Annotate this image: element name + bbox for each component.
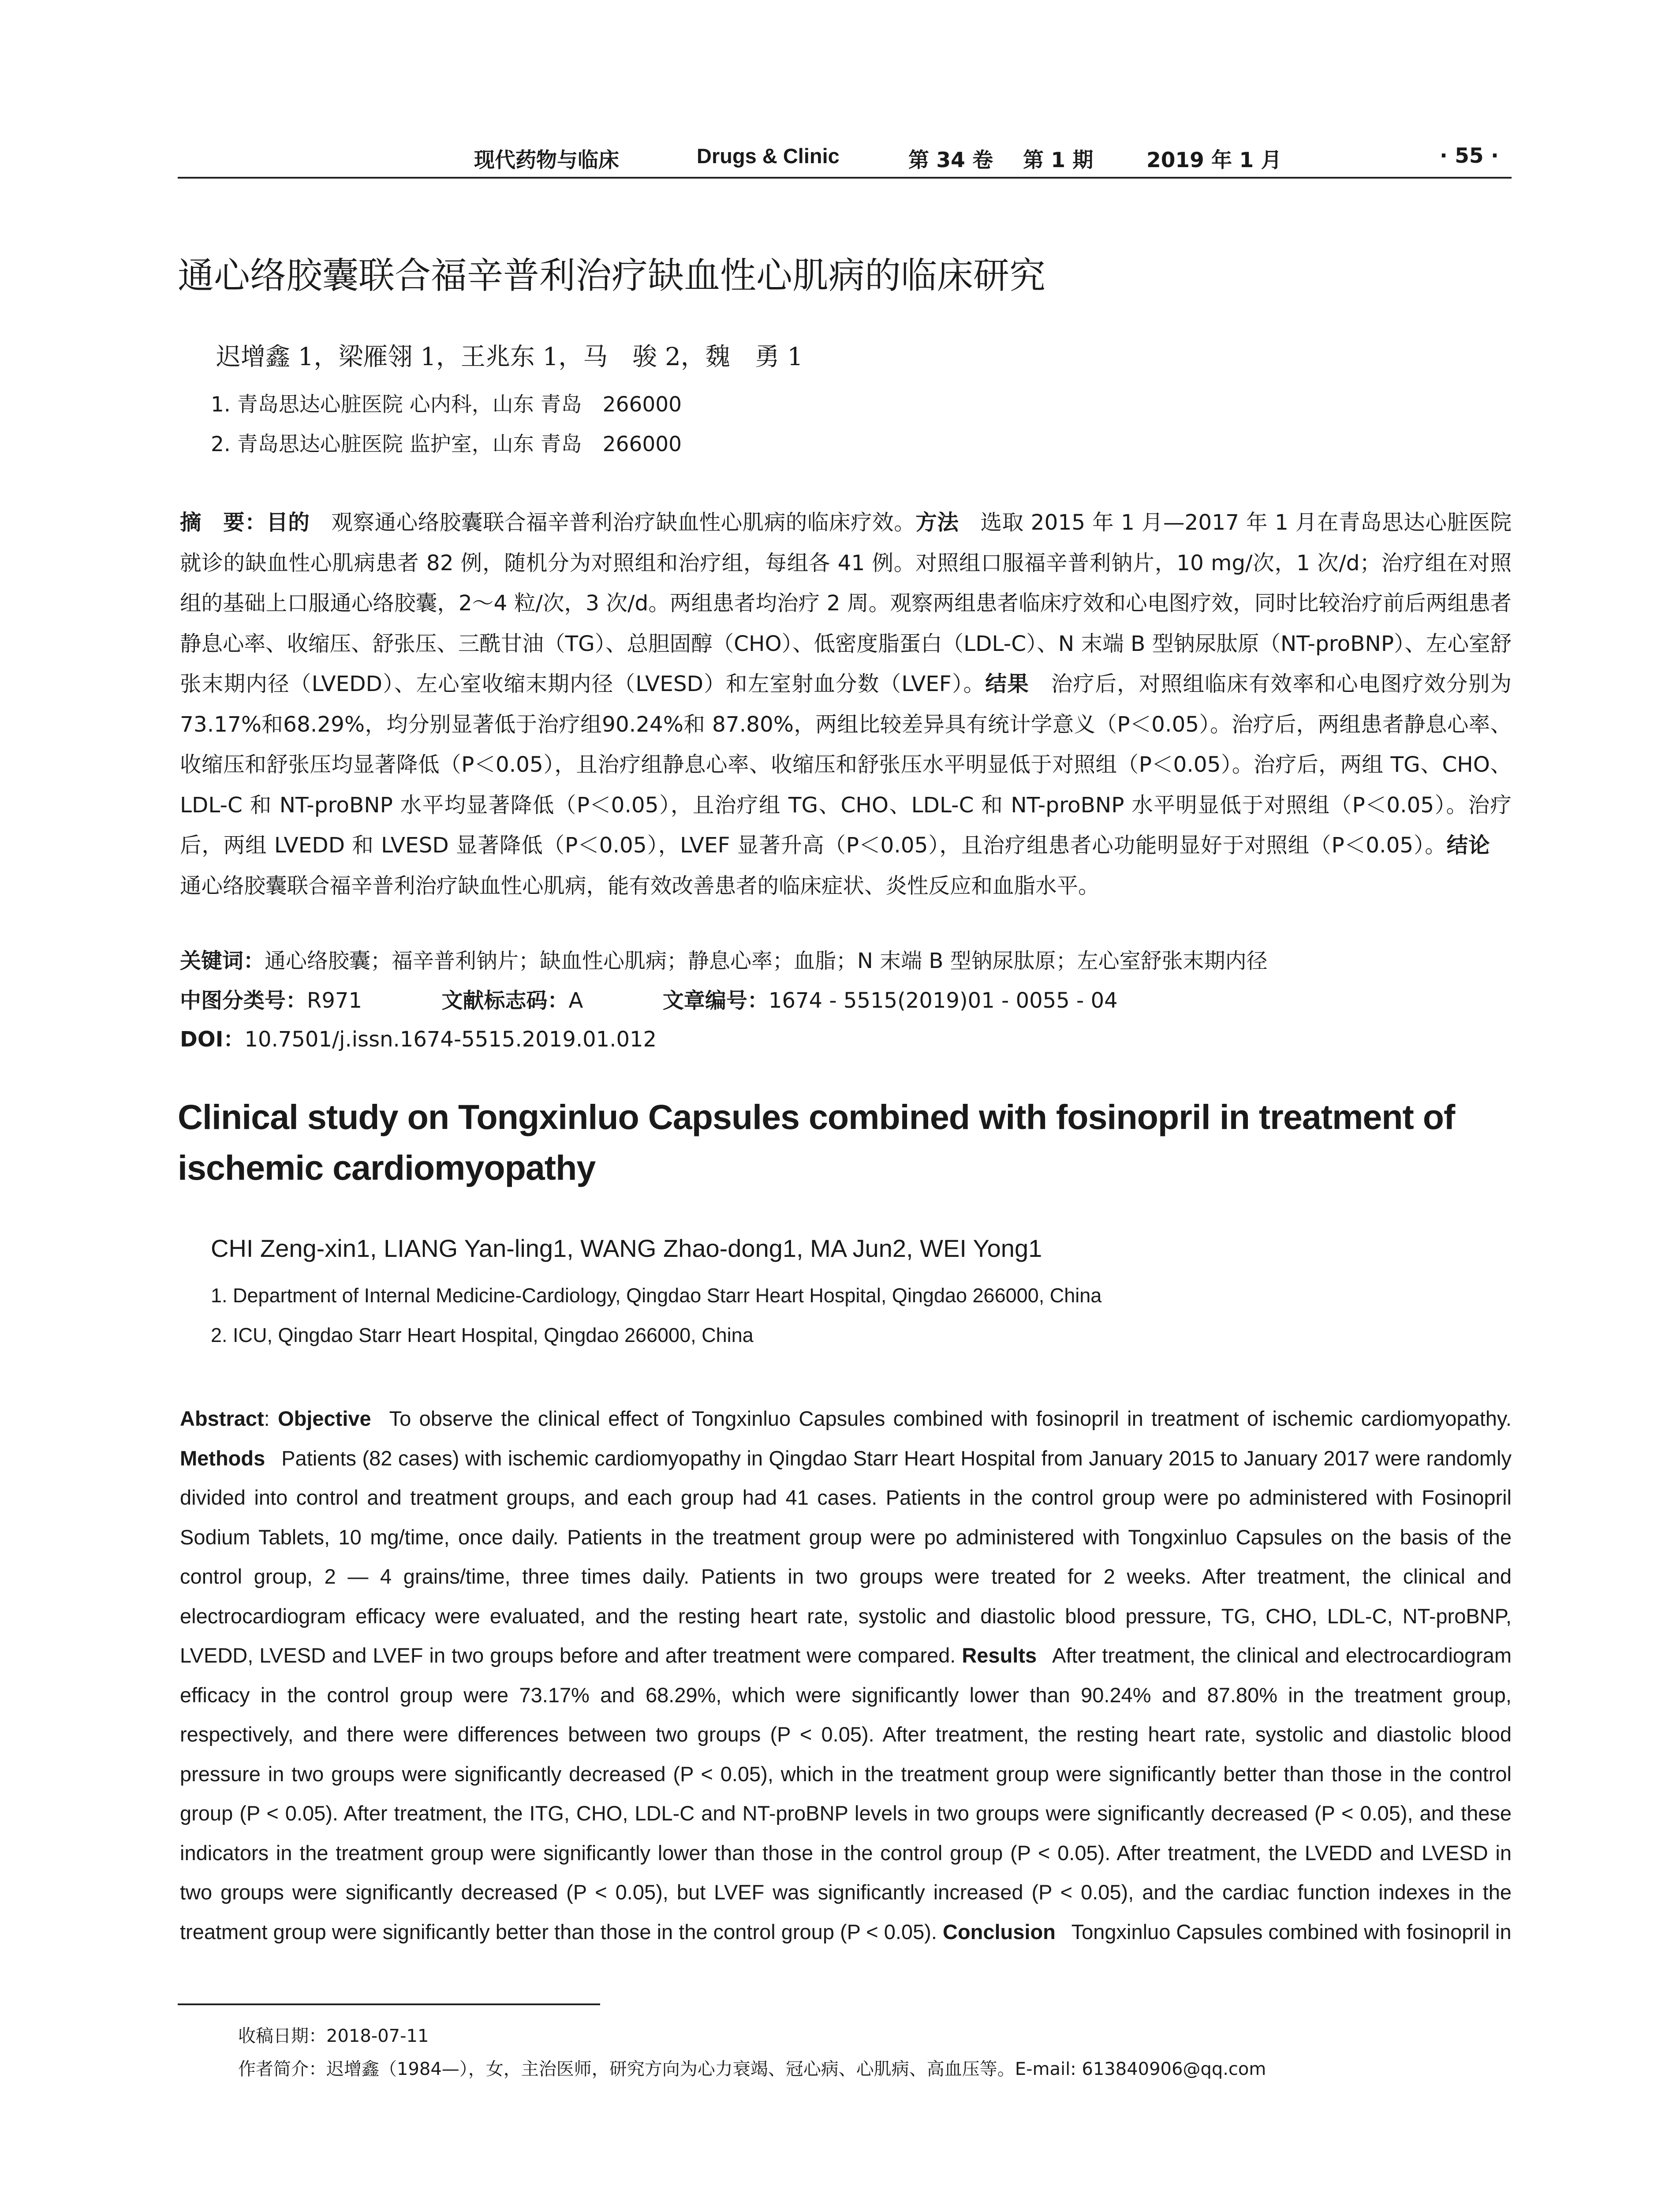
doc-code-value: A	[568, 988, 583, 1013]
results-cn: 治疗后，对照组临床有效率和心电图疗效分别为73.17%和68.29%，均分别显著低于治疗组90.24%和 87.80%，两组比较差异具有统计学意义（P＜0.05）。治疗后，两组患者静息心率、收缩压和舒张压均显著降低（P＜0.05），且治疗组静息心率、收缩压和舒张压水平明显低于对照组（P＜0.05）。治疗后，两组 TG、CHO、LDL-C 和 NT-proBNP 水平均显著降低（P＜0.05），且治疗组 TG、CHO、LDL-C 和 NT-proBNP 水平明显低于对照组（P＜0.05）。治疗后，两组 LVEDD 和 LVESD 显著降低（P＜0.05），LVEF 显著升高（P＜0.05），且治疗组患者心功能明显好于对照组（P＜0.05）。	[180, 672, 1512, 858]
keywords-label-cn: 关键词：	[180, 949, 265, 973]
objective-en: To observe the clinical effect of Tongxinluo Capsules combined with fosinopril in treatment of ischemic cardiomyopathy.	[389, 1407, 1512, 1430]
results-label-en: Results	[962, 1644, 1037, 1667]
page-number: · 55 ·	[1440, 144, 1499, 168]
abstract-en-label: Abstract	[180, 1407, 264, 1430]
methods-en: Patients (82 cases) with ischemic cardiomyopathy in Qingdao Starr Heart Hospital from January 2015 to January 2017 were randomly divided into control and treatment groups, and each group had 41 cases. Patients in the control group were po administered with Fosinopril Sodium Tablets, 10 mg/time, once daily. Patients in the treatment group were po administered with Tongxinluo Capsules on the basis of the control group, 2 — 4 grains/time, three times daily. Patients in two groups were treated for 2 weeks. After treatment, the clinical and electrocardiogram efficacy were evaluated, and the resting heart rate, systolic and diastolic blood pressure, TG, CHO, LDL-C, NT-proBNP, LVEDD, LVESD and LVEF in two groups before and after treatment were compared.	[180, 1446, 1512, 1667]
authors-en: CHI Zeng-xin1, LIANG Yan-ling1, WANG Zhao-dong1, MA Jun2, WEI Yong1	[211, 1234, 1042, 1262]
abstract-cn	[180, 503, 1512, 906]
issue-date: 2019 年 1 月	[1146, 148, 1282, 172]
author-bio: 作者简介：迟增鑫（1984—），女，主治医师，研究方向为心力衰竭、冠心病、心肌病、高血压等。E-mail: 613840906@qq.com	[238, 2059, 1266, 2079]
authors-cn: 迟增鑫 1，梁雁翎 1，王兆东 1，马 骏 2，魏 勇 1	[216, 343, 803, 371]
keywords-cn	[180, 944, 1268, 974]
footnote-rule	[178, 2003, 600, 2005]
affiliation-en-2: 2. ICU, Qingdao Starr Heart Hospital, Qingdao 266000, China	[211, 1324, 754, 1346]
doi-label: DOI：	[180, 1027, 245, 1052]
methods-cn: 选取 2015 年 1 月—2017 年 1 月在青岛思达心脏医院就诊的缺血性心肌病患者 82 例，随机分为对照组和治疗组，每组各 41 例。对照组口服福辛普利钠片，10 mg/次，1 次/d；治疗组在对照组的基础上口服通心络胶囊，2～4 粒/次，3 次/d。两组患者均治疗 2 周。观察两组患者临床疗效和心电图疗效，同时比较治疗前后两组患者静息心率、收缩压、舒张压、三酰甘油（TG）、总胆固醇（CHO）、低密度脂蛋白（LDL-C）、N 末端 B 型钠尿肽原（NT-proBNP）、左心室舒张末期内径（LVEDD）、左心室收缩末期内径（LVESD）和左室射血分数（LVEF）。	[180, 510, 1512, 696]
journal-name-en: Drugs & Clinic	[697, 144, 840, 168]
results-label-cn: 结果	[985, 672, 1029, 696]
methods-label-cn: 方法	[915, 510, 959, 535]
title-cn: 通心络胶囊联合福辛普利治疗缺血性心肌病的临床研究	[178, 255, 1046, 297]
objective-cn: 观察通心络胶囊联合福辛普利治疗缺血性心肌病的临床疗效。	[331, 510, 916, 535]
conclusion-label-en: Conclusion	[943, 1920, 1056, 1943]
doi-line	[180, 1022, 657, 1053]
header-rule	[178, 177, 1512, 179]
keywords-text-cn: 通心络胶囊；福辛普利钠片；缺血性心肌病；静息心率；血脂；N 末端 B 型钠尿肽原；左心室舒张末期内径	[265, 949, 1268, 973]
affiliation-cn-1: 1. 青岛思达心脏医院 心内科，山东 青岛 266000	[211, 392, 682, 417]
objective-label-cn: 目的	[266, 510, 310, 535]
conclusion-label-cn: 结论	[1446, 833, 1490, 858]
clc-label: 中图分类号：	[180, 988, 307, 1013]
conclusion-cn: 通心络胶囊联合福辛普利治疗缺血性心肌病，能有效改善患者的临床症状、炎性反应和血脂水平。	[180, 873, 1100, 898]
abstract-en: Abstract: Objective To observe the clinical effect of Tongxinluo Capsules combined with fosinopril in treatment of ischemic cardiomyopathy. Methods Patients (82 cases) with ischemic cardiomyopathy in Qingdao Starr Heart Hospital from January 2015 to January 2017 were randomly divided into control and treatment groups, and each group had 41 cases. Patients in the control group were po administered with Fosinopril Sodium Tablets, 10 mg/time, once daily. Patients in the treatment group were po administered with Tongxinluo Capsules on the basis of the control group, 2 — 4 grains/time, three times daily. Patients in two groups were treated for 2 weeks. After treatment, the clinical and electrocardiogram efficacy were evaluated, and the resting heart rate, systolic and diastolic blood pressure, TG, CHO, LDL-C, NT-proBNP, LVEDD, LVESD and LVEF in two groups before and after treatment were compared. Results After treatment, the clinical and electrocardiogram efficacy in the control group were 73.17% and 68.29%, which were significantly lower than 90.24% and 87.80% in the treatment group, respectively, and there were differences between two groups (P < 0.05). After treatment, the resting heart rate, systolic and diastolic blood pressure in two groups were significantly decreased (P < 0.05), which in the treatment group were significantly better than those in the control group (P < 0.05). After treatment, the ITG, CHO, LDL-C and NT-proBNP levels in two groups were significantly decreased (P < 0.05), and these indicators in the treatment group were significantly lower than those in the control group (P < 0.05). After treatment, the LVEDD and LVESD in two groups were significantly decreased (P < 0.05), but LVEF was significantly increased (P < 0.05), and the cardiac function indexes in the treatment group were significantly better than those in the control group (P < 0.05). Conclusion Tongxinluo Capsules combined with fosinopril in	[180, 1407, 1512, 1943]
article-number-label: 文章编号：	[662, 988, 769, 1013]
article-number-value: 1674 - 5515(2019)01 - 0055 - 04	[768, 988, 1118, 1013]
abstract-cn-label: 摘 要：	[180, 510, 267, 535]
affiliation-en-1: 1. Department of Internal Medicine-Cardiology, Qingdao Starr Heart Hospital, Qingdao 266000, China	[211, 1284, 1102, 1307]
results-en: After treatment, the clinical and electrocardiogram efficacy in the control group were 73.17% and 68.29%, which were significantly lower than 90.24% and 87.80% in the treatment group, respectively, and there were differences between two groups (P < 0.05). After treatment, the resting heart rate, systolic and diastolic blood pressure in two groups were significantly decreased (P < 0.05), which in the treatment group were significantly better than those in the control group (P < 0.05). After treatment, the ITG, CHO, LDL-C and NT-proBNP levels in two groups were significantly decreased (P < 0.05), and these indicators in the treatment group were significantly lower than those in the control group (P < 0.05). After treatment, the LVEDD and LVESD in two groups were significantly decreased (P < 0.05), but LVEF was significantly increased (P < 0.05), and the cardiac function indexes in the treatment group were significantly better than those in the control group (P < 0.05).	[180, 1644, 1512, 1943]
received-date: 收稿日期：2018-07-11	[238, 2026, 429, 2046]
affiliation-cn-2: 2. 青岛思达心脏医院 监护室，山东 青岛 266000	[211, 432, 682, 456]
objective-label-en: Objective	[278, 1407, 371, 1430]
conclusion-en: Tongxinluo Capsules combined with fosinopril in	[1071, 1920, 1512, 1943]
issue: 第 1 期	[1023, 148, 1094, 172]
doi-value[interactable]: 10.7501/j.issn.1674-5515.2019.01.012	[244, 1027, 657, 1052]
clc-value: R971	[307, 988, 362, 1013]
classification-line	[180, 983, 1118, 1014]
methods-label-en: Methods	[180, 1446, 265, 1470]
title-en: Clinical study on Tongxinluo Capsules combined with fosinopril in treatment of ischemic cardiomyopathy	[178, 1097, 1455, 1187]
volume: 第 34 卷	[908, 148, 993, 172]
doc-code-label: 文献标志码：	[441, 988, 569, 1013]
journal-name-cn: 现代药物与临床	[474, 148, 619, 172]
